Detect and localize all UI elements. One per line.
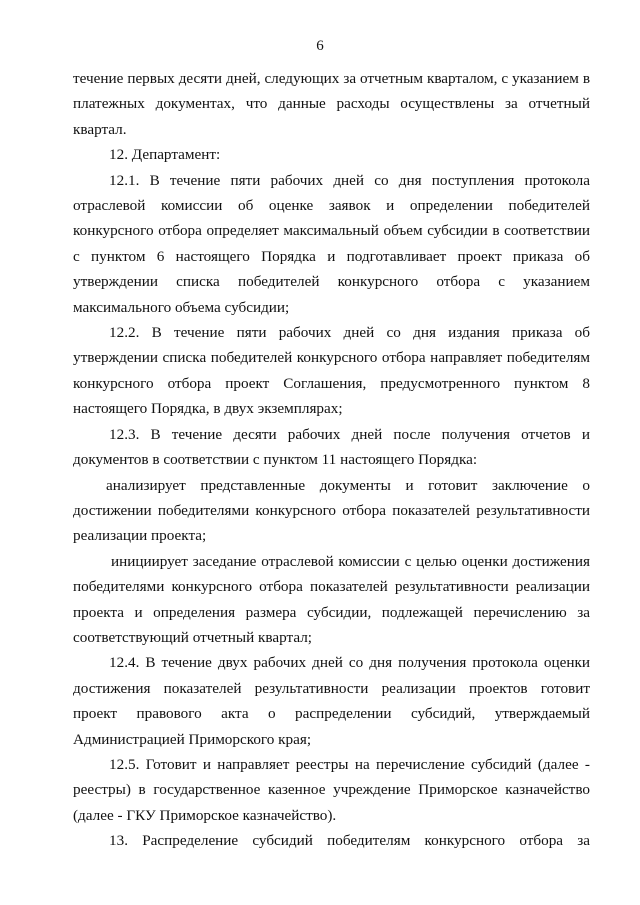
- page-number: 6: [316, 38, 324, 54]
- paragraph-12-3: 12.3. В течение десяти рабочих дней после получения отчетов и документов в соответствии с пунктом 11 настоящего Порядка:: [73, 425, 590, 469]
- paragraph-13: 13. Распределение субсидий победителям конкурсного отбора за: [109, 832, 590, 850]
- paragraph-analyzes: анализирует представленные документы и готовит заключение о достижении победителями конкурсного отбора показателей результативности реализации проекта;: [73, 476, 590, 545]
- paragraph-12-4: 12.4. В течение двух рабочих дней со дня получения протокола оценки достижения показателей результативности реализации проектов готовит проект правового акта о распределении субсидий, утверждаемый Администрацией Приморского края;: [73, 654, 590, 748]
- paragraph-12-2: 12.2. В течение пяти рабочих дней со дня издания приказа об утверждении списка победителей конкурсного отбора направляет победителям конкурсного отбора проект Соглашения, предусмотренного пунктом 8 настоящего Порядка, в двух экземплярах;: [73, 324, 590, 418]
- paragraph-12-heading: 12. Департамент:: [109, 146, 221, 164]
- paragraph-initiates: инициирует заседание отраслевой комиссии с целью оценки достижения победителями конкурсного отбора показателей результативности реализации проекта и определения размера субсидии, подлежащей перечислению за соответствующий отчетный квартал;: [73, 552, 590, 646]
- paragraph-12-1: 12.1. В течение пяти рабочих дней со дня поступления протокола отраслевой комиссии об оценке заявок и определении победителей конкурсного отбора определяет максимальный объем субсидии в соответствии с пунктом 6 настоящего Порядка и подготавливает проект приказа об утверждении списка победителей конкурсного отбора с указанием максимального объема субсидии;: [73, 171, 590, 316]
- document-body: [73, 66, 590, 854]
- paragraph-continuation: течение первых десяти дней, следующих за отчетным кварталом, с указанием в платежных документах, что данные расходы осуществлены за отчетный квартал.: [73, 70, 590, 138]
- paragraph-12-5: 12.5. Готовит и направляет реестры на перечисление субсидий (далее - реестры) в государственное казенное учреждение Приморское казначейство (далее - ГКУ Приморское казначейство).: [73, 755, 590, 824]
